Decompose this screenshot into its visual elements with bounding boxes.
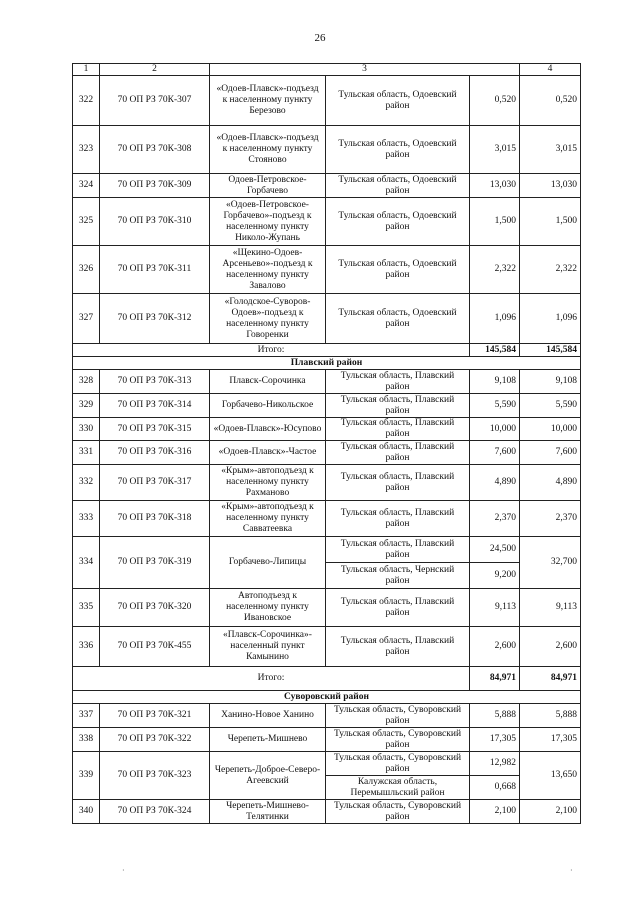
road-length: 0,668 bbox=[470, 776, 520, 800]
table-row bbox=[73, 394, 581, 418]
road-total: 7,600 bbox=[520, 441, 581, 465]
road-name: «Крым»-автоподъезд к населенному пункту Савватеевка bbox=[210, 501, 326, 537]
row-number: 334 bbox=[73, 537, 100, 589]
road-length: 2,322 bbox=[470, 246, 520, 294]
road-region: Калужская область, Перемышльский район bbox=[326, 776, 470, 800]
row-number: 337 bbox=[73, 704, 100, 728]
header-cell-1: 1 bbox=[73, 64, 100, 76]
row-number: 332 bbox=[73, 465, 100, 501]
road-region: Тульская область, Плавский район bbox=[326, 627, 470, 667]
total-length: 145,584 bbox=[470, 344, 520, 357]
header-cell-4: 4 bbox=[520, 64, 581, 76]
row-number: 335 bbox=[73, 589, 100, 627]
road-region: Тульская область, Плавский район bbox=[326, 441, 470, 465]
road-total: 0,520 bbox=[520, 76, 581, 126]
road-name: Одоев-Петровское-Горбачево bbox=[210, 174, 326, 198]
road-region: Тульская область, Одоевский район bbox=[326, 294, 470, 344]
road-name: «Щекино-Одоев-Арсеньево»-подъезд к населенному пункту Завалово bbox=[210, 246, 326, 294]
road-length: 3,015 bbox=[470, 126, 520, 174]
road-name: Плавск-Сорочинка bbox=[210, 370, 326, 394]
road-total: 9,113 bbox=[520, 589, 581, 627]
total-label: Итого: bbox=[73, 344, 470, 357]
district-row bbox=[73, 357, 581, 370]
row-number: 340 bbox=[73, 800, 100, 824]
road-region: Тульская область, Чернский район bbox=[326, 563, 470, 589]
road-length: 10,000 bbox=[470, 418, 520, 441]
road-name: Черепеть-Мишнево-Телятинки bbox=[210, 800, 326, 824]
road-region: Тульская область, Суворовский район bbox=[326, 752, 470, 776]
row-number: 324 bbox=[73, 174, 100, 198]
district-row bbox=[73, 691, 581, 704]
road-name: Ханино-Новое Ханино bbox=[210, 704, 326, 728]
road-code: 70 ОП РЗ 70К-322 bbox=[100, 728, 210, 752]
road-name: «Плавск-Сорочинка»-населенный пункт Камынино bbox=[210, 627, 326, 667]
header-row bbox=[73, 64, 581, 76]
road-total: 13,030 bbox=[520, 174, 581, 198]
row-number: 326 bbox=[73, 246, 100, 294]
road-total: 2,600 bbox=[520, 627, 581, 667]
road-code: 70 ОП РЗ 70К-308 bbox=[100, 126, 210, 174]
road-length: 5,590 bbox=[470, 394, 520, 418]
road-name: «Одоев-Плавск»-подъезд к населенному пункту Стояново bbox=[210, 126, 326, 174]
road-length: 9,113 bbox=[470, 589, 520, 627]
road-length: 9,200 bbox=[470, 563, 520, 589]
table-row bbox=[73, 246, 581, 294]
road-length: 2,600 bbox=[470, 627, 520, 667]
road-region: Тульская область, Одоевский район bbox=[326, 126, 470, 174]
table-row bbox=[73, 76, 581, 126]
road-length: 2,370 bbox=[470, 501, 520, 537]
table-row bbox=[73, 174, 581, 198]
row-number: 330 bbox=[73, 418, 100, 441]
row-number: 338 bbox=[73, 728, 100, 752]
road-region: Тульская область, Плавский район bbox=[326, 394, 470, 418]
district-name: Плавский район bbox=[73, 357, 581, 370]
road-total: 13,650 bbox=[520, 752, 581, 800]
road-total: 32,700 bbox=[520, 537, 581, 589]
road-length: 1,500 bbox=[470, 198, 520, 246]
total-label: Итого: bbox=[73, 667, 470, 691]
scan-mark: · bbox=[570, 866, 573, 875]
road-total: 1,500 bbox=[520, 198, 581, 246]
table-row bbox=[73, 501, 581, 537]
road-region: Тульская область, Одоевский район bbox=[326, 246, 470, 294]
table-row bbox=[73, 589, 581, 627]
road-name: «Одоев-Плавск»-Частое bbox=[210, 441, 326, 465]
road-code: 70 ОП РЗ 70К-315 bbox=[100, 418, 210, 441]
road-region: Тульская область, Плавский район bbox=[326, 370, 470, 394]
road-code: 70 ОП РЗ 70К-318 bbox=[100, 501, 210, 537]
road-code: 70 ОП РЗ 70К-321 bbox=[100, 704, 210, 728]
road-length: 13,030 bbox=[470, 174, 520, 198]
road-name: Черепеть-Доброе-Северо-Агеевский bbox=[210, 752, 326, 800]
road-total: 2,322 bbox=[520, 246, 581, 294]
table-row bbox=[73, 294, 581, 344]
road-total: 4,890 bbox=[520, 465, 581, 501]
total-sum: 84,971 bbox=[520, 667, 581, 691]
road-code: 70 ОП РЗ 70К-309 bbox=[100, 174, 210, 198]
road-code: 70 ОП РЗ 70К-310 bbox=[100, 198, 210, 246]
table-row bbox=[73, 370, 581, 394]
row-number: 328 bbox=[73, 370, 100, 394]
road-region: Тульская область, Суворовский район bbox=[326, 800, 470, 824]
road-name: «Одоев-Плавск»-подъезд к населенному пункту Березово bbox=[210, 76, 326, 126]
road-region: Тульская область, Одоевский район bbox=[326, 76, 470, 126]
total-length: 84,971 bbox=[470, 667, 520, 691]
road-region: Тульская область, Плавский район bbox=[326, 418, 470, 441]
road-code: 70 ОП РЗ 70К-314 bbox=[100, 394, 210, 418]
row-number: 322 bbox=[73, 76, 100, 126]
road-code: 70 ОП РЗ 70К-313 bbox=[100, 370, 210, 394]
road-total: 10,000 bbox=[520, 418, 581, 441]
table-row bbox=[73, 198, 581, 246]
road-code: 70 ОП РЗ 70К-311 bbox=[100, 246, 210, 294]
road-code: 70 ОП РЗ 70К-320 bbox=[100, 589, 210, 627]
road-region: Тульская область, Одоевский район bbox=[326, 198, 470, 246]
header-cell-2: 2 bbox=[100, 64, 210, 76]
road-region: Тульская область, Плавский район bbox=[326, 537, 470, 563]
road-length: 17,305 bbox=[470, 728, 520, 752]
table-row bbox=[73, 752, 581, 776]
road-name: Автоподъезд к населенному пункту Ивановское bbox=[210, 589, 326, 627]
road-code: 70 ОП РЗ 70К-319 bbox=[100, 537, 210, 589]
row-number: 336 bbox=[73, 627, 100, 667]
road-region: Тульская область, Плавский район bbox=[326, 589, 470, 627]
road-length: 12,982 bbox=[470, 752, 520, 776]
road-region: Тульская область, Одоевский район bbox=[326, 174, 470, 198]
table-row bbox=[73, 728, 581, 752]
table-row bbox=[73, 465, 581, 501]
road-total: 5,590 bbox=[520, 394, 581, 418]
road-code: 70 ОП РЗ 70К-307 bbox=[100, 76, 210, 126]
scan-mark: · bbox=[122, 866, 125, 875]
row-number: 339 bbox=[73, 752, 100, 800]
road-region: Тульская область, Суворовский район bbox=[326, 728, 470, 752]
row-number: 331 bbox=[73, 441, 100, 465]
table-row bbox=[73, 126, 581, 174]
road-code: 70 ОП РЗ 70К-317 bbox=[100, 465, 210, 501]
road-code: 70 ОП РЗ 70К-323 bbox=[100, 752, 210, 800]
row-number: 333 bbox=[73, 501, 100, 537]
road-code: 70 ОП РЗ 70К-316 bbox=[100, 441, 210, 465]
road-name: «Одоев-Петровское-Горбачево»-подъезд к населенному пункту Николо-Жупань bbox=[210, 198, 326, 246]
road-length: 0,520 bbox=[470, 76, 520, 126]
road-name: Черепеть-Мишнево bbox=[210, 728, 326, 752]
road-region: Тульская область, Плавский район bbox=[326, 501, 470, 537]
header-cell-3: 3 bbox=[210, 64, 520, 76]
road-code: 70 ОП РЗ 70К-455 bbox=[100, 627, 210, 667]
table-row bbox=[73, 537, 581, 563]
road-name: «Крым»-автоподъезд к населенному пункту Рахманово bbox=[210, 465, 326, 501]
road-name: «Одоев-Плавск»-Юсупово bbox=[210, 418, 326, 441]
row-number: 327 bbox=[73, 294, 100, 344]
roads-table bbox=[72, 63, 581, 824]
table-row bbox=[73, 418, 581, 441]
road-total: 9,108 bbox=[520, 370, 581, 394]
road-length: 1,096 bbox=[470, 294, 520, 344]
row-number: 329 bbox=[73, 394, 100, 418]
road-total: 5,888 bbox=[520, 704, 581, 728]
page-number: 26 bbox=[314, 32, 326, 44]
road-name: Горбачево-Никольское bbox=[210, 394, 326, 418]
district-name: Суворовский район bbox=[73, 691, 581, 704]
table-row bbox=[73, 800, 581, 824]
road-total: 2,100 bbox=[520, 800, 581, 824]
row-number: 325 bbox=[73, 198, 100, 246]
road-length: 2,100 bbox=[470, 800, 520, 824]
road-length: 9,108 bbox=[470, 370, 520, 394]
road-name: Горбачево-Липицы bbox=[210, 537, 326, 589]
road-name: «Голодское-Суворов-Одоев»-подъезд к населенному пункту Говоренки bbox=[210, 294, 326, 344]
road-region: Тульская область, Плавский район bbox=[326, 465, 470, 501]
road-region: Тульская область, Суворовский район bbox=[326, 704, 470, 728]
road-total: 3,015 bbox=[520, 126, 581, 174]
road-length: 7,600 bbox=[470, 441, 520, 465]
road-length: 4,890 bbox=[470, 465, 520, 501]
total-row bbox=[73, 667, 581, 691]
road-length: 5,888 bbox=[470, 704, 520, 728]
total-row bbox=[73, 344, 581, 357]
table-row bbox=[73, 704, 581, 728]
road-code: 70 ОП РЗ 70К-324 bbox=[100, 800, 210, 824]
road-total: 2,370 bbox=[520, 501, 581, 537]
total-sum: 145,584 bbox=[520, 344, 581, 357]
table-row bbox=[73, 627, 581, 667]
road-length: 24,500 bbox=[470, 537, 520, 563]
road-total: 1,096 bbox=[520, 294, 581, 344]
table-row bbox=[73, 441, 581, 465]
road-total: 17,305 bbox=[520, 728, 581, 752]
road-code: 70 ОП РЗ 70К-312 bbox=[100, 294, 210, 344]
row-number: 323 bbox=[73, 126, 100, 174]
